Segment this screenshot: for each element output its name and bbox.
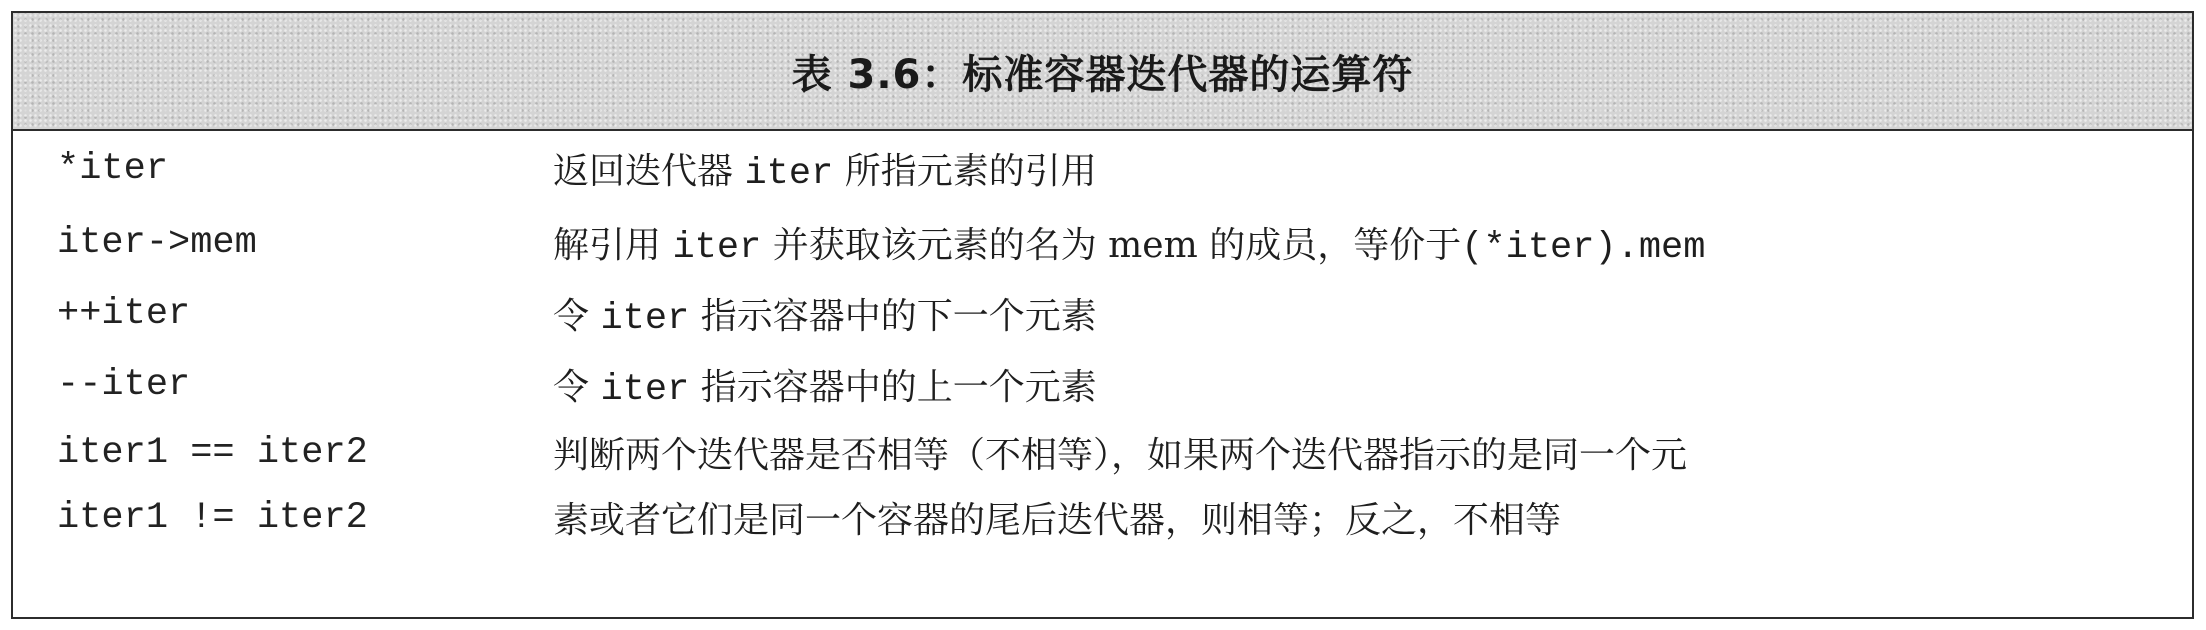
table-row-increment [13,278,2192,349]
operator-cell: *iter [57,148,169,190]
operator-cell: iter1 != iter2 [57,496,368,539]
description-code: iter [744,153,834,195]
description-text: 指示容器中的下一个元素 [689,295,1097,337]
table-row-equality [13,420,2192,485]
description-code: iter [600,297,690,340]
operator-cell: iter1 == iter2 [57,431,368,474]
operator-cell: ++iter [57,292,191,335]
description-cell [553,217,2192,269]
description-cell [553,492,2192,543]
description-text: 素或者它们是同一个容器的尾后迭代器，则相等；反之，不相等 [553,500,1562,541]
table-caption-bar [13,13,2192,131]
iterator-operators-table [11,11,2194,619]
description-text: 判断两个迭代器是否相等（不相等），如果两个迭代器指示的是同一个元 [553,435,1688,476]
operator-cell: iter->mem [57,221,257,264]
table-caption: 表 3.6：标准容器迭代器的运算符 [791,51,1414,98]
table-row-member-access [13,207,2192,278]
table-row-decrement [13,349,2192,420]
description-text: 指示容器中的上一个元素 [689,366,1097,408]
description-text: 令 [553,295,601,337]
table-row-deref [13,131,2192,207]
description-text: 所指元素的引用 [833,151,1097,192]
description-cell [553,143,2192,195]
description-text: 令 [553,366,601,408]
table-body [13,131,2192,550]
table-row-inequality [13,485,2192,550]
description-code: iter [600,368,690,411]
description-cell [553,288,2192,340]
description-text: 解引用 [553,224,673,266]
description-text: 并获取该元素的名为 mem 的成员，等价于 [761,224,1462,266]
description-code: (*iter).mem [1461,226,1706,269]
description-cell [553,427,2192,478]
description-text: 返回迭代器 [553,151,745,192]
operator-cell: --iter [57,363,191,406]
description-cell [553,359,2192,411]
description-code: iter [672,226,762,269]
